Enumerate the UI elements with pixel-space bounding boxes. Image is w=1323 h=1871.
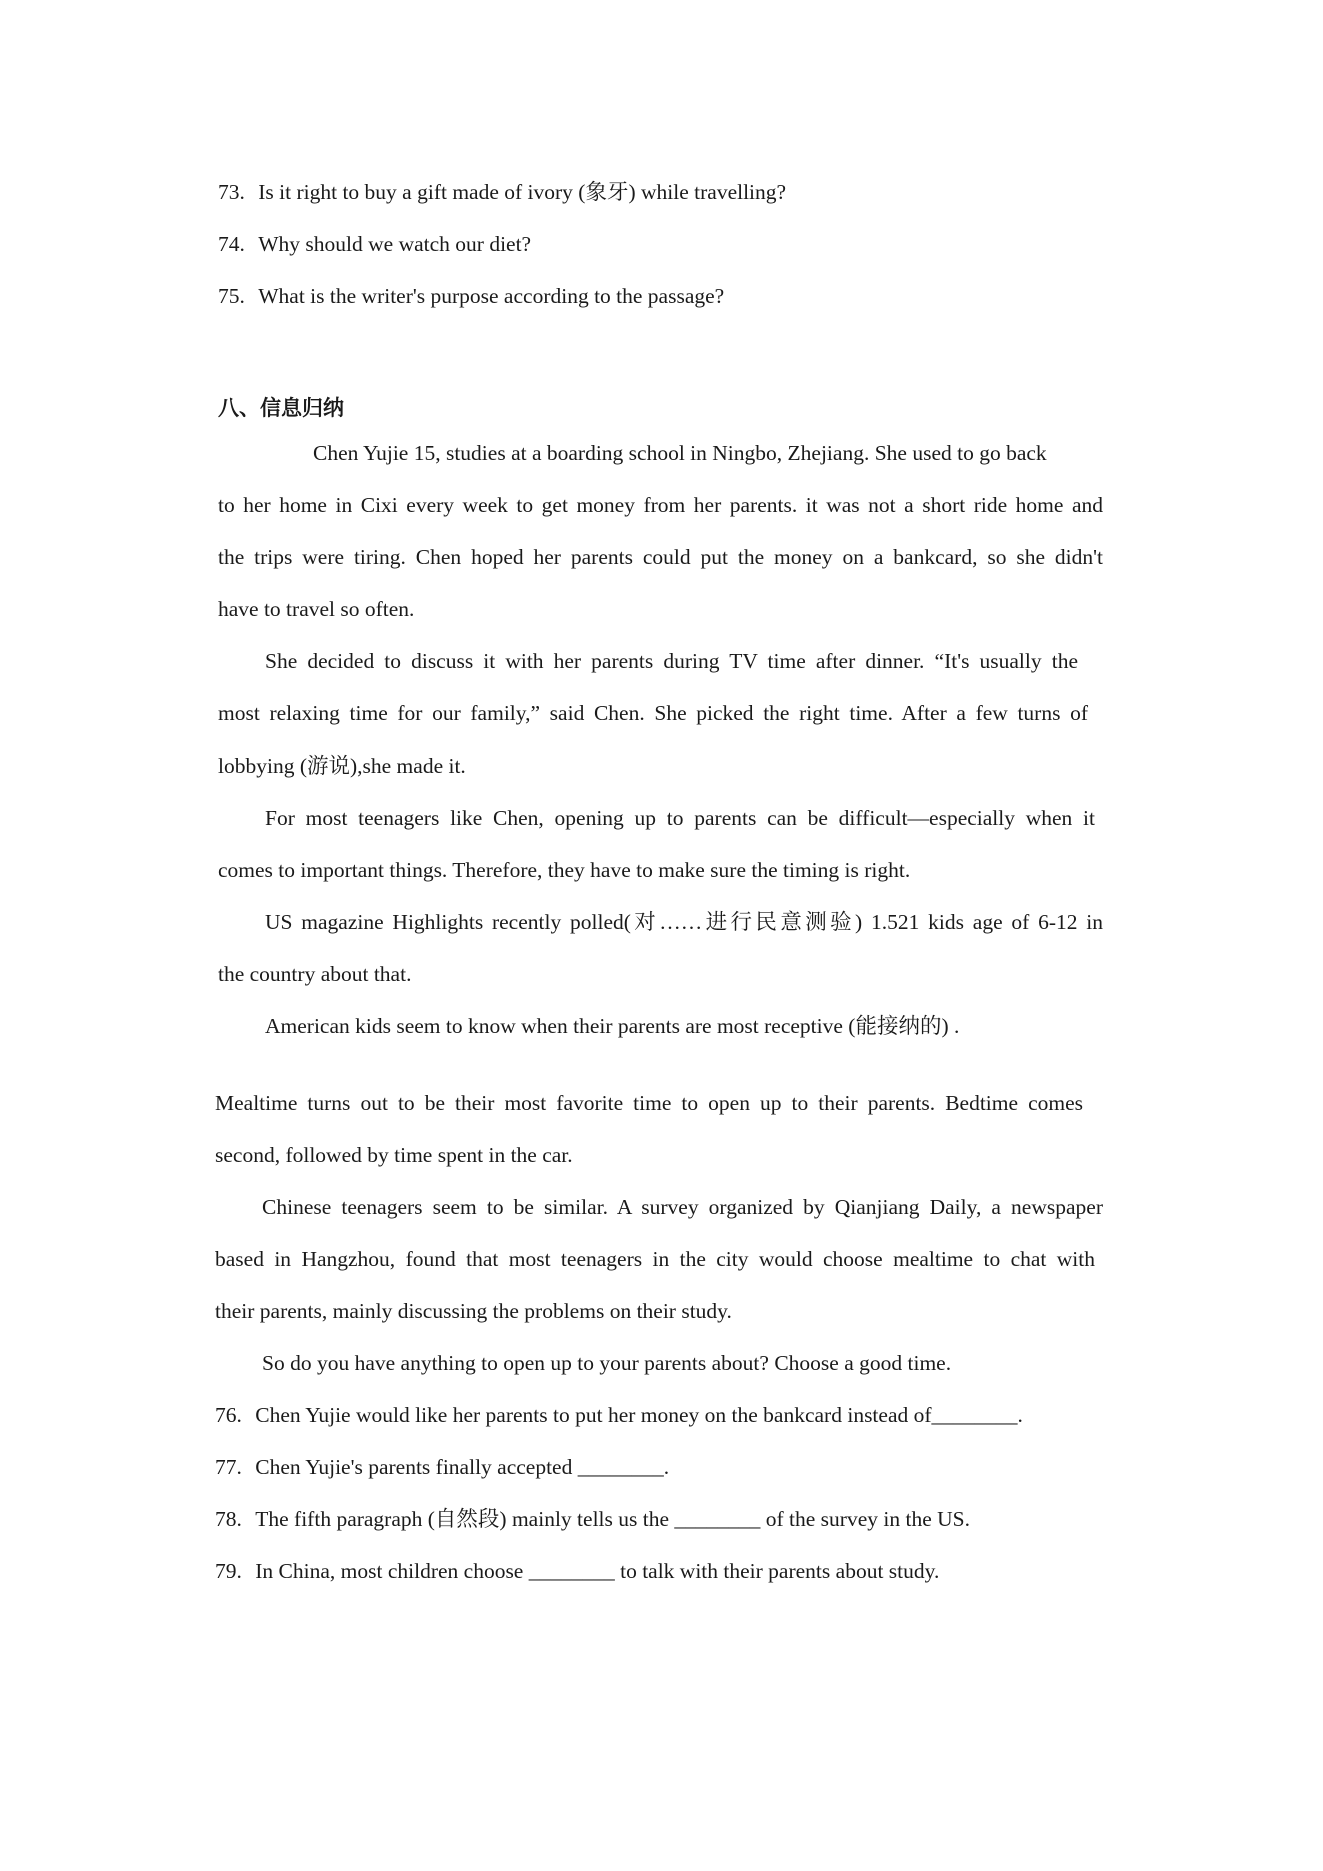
passage-line: lobbying (游说),she made it. bbox=[218, 754, 466, 778]
question-number: 78. bbox=[215, 1507, 242, 1531]
question-73 bbox=[218, 182, 786, 204]
passage-line: She decided to discuss it with her parents during TV time after dinner. “It's usually the bbox=[265, 649, 1078, 673]
question-number: 75. bbox=[218, 284, 245, 308]
question-text: Why should we watch our diet? bbox=[258, 232, 532, 256]
passage-line: So do you have anything to open up to your parents about? Choose a good time. bbox=[262, 1351, 952, 1375]
passage-line: have to travel so often. bbox=[218, 597, 415, 621]
passage-line: to her home in Cixi every week to get money from her parents. it was not a short ride home and bbox=[218, 493, 1103, 517]
question-number: 73. bbox=[218, 180, 245, 204]
question-78 bbox=[215, 1509, 970, 1531]
passage-line: comes to important things. Therefore, they have to make sure the timing is right. bbox=[218, 858, 911, 882]
passage-line: most relaxing time for our family,” said Chen. She picked the right time. After a few turns of bbox=[218, 701, 1088, 725]
passage-line: the country about that. bbox=[218, 962, 412, 986]
passage-line: Mealtime turns out to be their most favorite time to open up to their parents. Bedtime comes bbox=[215, 1091, 1083, 1115]
passage-line: US magazine Highlights recently polled(对……进行民意测验) 1.521 kids age of 6-12 in bbox=[265, 910, 1103, 934]
question-text: Chen Yujie would like her parents to put her money on the bankcard instead of________. bbox=[255, 1403, 1023, 1427]
question-text: What is the writer's purpose according to the passage? bbox=[258, 284, 725, 308]
question-text: The fifth paragraph (自然段) mainly tells us the ________ of the survey in the US. bbox=[255, 1507, 970, 1531]
question-number: 77. bbox=[215, 1455, 242, 1479]
passage-line: based in Hangzhou, found that most teenagers in the city would choose mealtime to chat with bbox=[215, 1247, 1095, 1271]
question-76 bbox=[215, 1405, 1023, 1427]
question-74 bbox=[218, 234, 531, 256]
question-text: Chen Yujie's parents finally accepted ________. bbox=[255, 1455, 670, 1479]
section-title: 八、信息归纳 bbox=[218, 396, 344, 420]
question-number: 74. bbox=[218, 232, 245, 256]
question-75 bbox=[218, 286, 724, 308]
passage-line: the trips were tiring. Chen hoped her parents could put the money on a bankcard, so she didn't bbox=[218, 545, 1103, 569]
question-79 bbox=[215, 1561, 939, 1583]
passage-line: Chinese teenagers seem to be similar. A survey organized by Qianjiang Daily, a newspaper bbox=[262, 1195, 1103, 1219]
passage-line: American kids seem to know when their parents are most receptive (能接纳的) . bbox=[265, 1014, 960, 1038]
question-number: 76. bbox=[215, 1403, 242, 1427]
passage-line: For most teenagers like Chen, opening up to parents can be difficult—especially when it bbox=[265, 806, 1095, 830]
question-text: Is it right to buy a gift made of ivory (象牙) while travelling? bbox=[258, 180, 787, 204]
passage-line: their parents, mainly discussing the problems on their study. bbox=[215, 1299, 732, 1323]
question-text: In China, most children choose ________ to talk with their parents about study. bbox=[255, 1559, 940, 1583]
passage-line: second, followed by time spent in the car. bbox=[215, 1143, 573, 1167]
question-number: 79. bbox=[215, 1559, 242, 1583]
passage-line: Chen Yujie 15, studies at a boarding school in Ningbo, Zhejiang. She used to go back bbox=[313, 441, 1047, 465]
question-77 bbox=[215, 1457, 669, 1479]
